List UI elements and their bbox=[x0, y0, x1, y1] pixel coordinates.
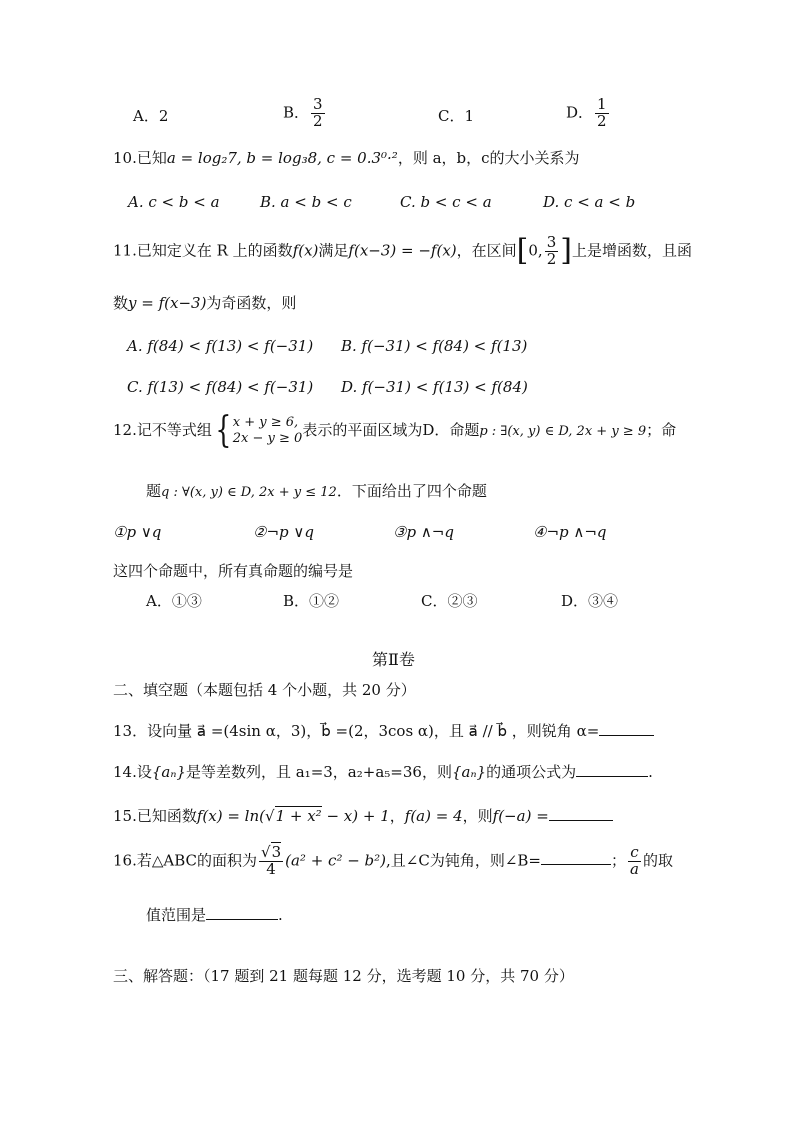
q11-fx: f(x) bbox=[292, 241, 319, 260]
q15-text-1: 15.已知函数 bbox=[113, 807, 197, 825]
q11-interval-fraction: $\frac{3}{2}$ bbox=[546, 233, 557, 268]
q11-text-5: 数 bbox=[113, 294, 129, 312]
q11-interval-start: 0, bbox=[528, 241, 543, 260]
q10-suffix: ，则 a，b，c的大小关系为 bbox=[397, 149, 580, 167]
q9-option-b bbox=[283, 97, 327, 130]
fill-in-section-heading: 二、填空题（本题包括 4 个小题，共 20 分） bbox=[113, 681, 416, 699]
q16-answer-blank-1[interactable] bbox=[541, 850, 611, 865]
q16-area-fraction: $\frac{√3}{4}$ bbox=[261, 843, 282, 878]
q12-prefix: 12.记不等式组 bbox=[113, 421, 212, 439]
q12-stem-line2 bbox=[146, 482, 487, 501]
q14-text-2: 是等差数列，且 a₁=3，a₂+a₅=36，则 bbox=[185, 763, 452, 781]
q16-answer-blank-2[interactable] bbox=[206, 905, 278, 920]
q11-text-4: 上是增函数，且函 bbox=[571, 241, 692, 260]
q14-text-1: 14.设 bbox=[113, 763, 152, 781]
q12-prop-3: ③p ∧¬q bbox=[393, 523, 454, 541]
q12-option-a: A．①③ bbox=[146, 592, 202, 610]
q15-sqrt-sign: √ bbox=[265, 807, 275, 825]
q12-prop-2: ②¬p ∨q bbox=[253, 523, 314, 541]
q12-line2-a: 题 bbox=[146, 482, 162, 500]
q13-answer-blank[interactable] bbox=[599, 721, 654, 736]
q12-brace: { bbox=[215, 410, 232, 451]
q12-stem-line1 bbox=[113, 410, 677, 451]
q13-stem bbox=[113, 721, 654, 740]
q11-option-a: A. f(84) < f(13) < f(−31) bbox=[127, 337, 314, 355]
q16-text-1: 16.若△ABC的面积为 bbox=[113, 851, 258, 870]
q12-option-b: B．①② bbox=[283, 592, 340, 610]
q9-option-d-label: D． bbox=[566, 103, 594, 122]
q16-sqrt-sign: √ bbox=[261, 843, 271, 861]
q12-option-d: D．③④ bbox=[561, 592, 619, 610]
part2-title: 第Ⅱ卷 bbox=[372, 650, 415, 669]
q11-text-6: 为奇函数，则 bbox=[206, 294, 297, 312]
q10-expression: a = log₂7, b = log₃8, c = 0.3⁰·² bbox=[166, 149, 398, 167]
q14-sequence-2: {aₙ} bbox=[451, 763, 487, 781]
q9-option-c: C．1 bbox=[438, 107, 475, 125]
q12-proposition-q: q : ∀(x, y) ∈ D, 2x + y ≤ 12 bbox=[161, 485, 337, 500]
q11-text-3: ，在区间 bbox=[456, 241, 517, 260]
q14-sequence-1: {aₙ} bbox=[151, 763, 186, 781]
q10-stem bbox=[113, 149, 580, 167]
q16-expression: (a² + c² − b²) bbox=[285, 851, 387, 870]
q15-function-tail: − x) + 1 bbox=[321, 807, 390, 825]
q16-text-2: ,且∠C为钝角，则∠B= bbox=[386, 851, 542, 870]
q11-interval-left-bracket: [ bbox=[516, 233, 529, 269]
q11-odd-function: y = f(x−3) bbox=[128, 294, 207, 312]
q9-option-d-fraction: $\frac{1}{2}$ bbox=[597, 95, 607, 130]
q16-semicolon: ； bbox=[611, 851, 627, 870]
q12-inequality-2: 2x − y ≥ 0 bbox=[232, 431, 303, 446]
q15-stem bbox=[113, 806, 613, 825]
q15-text-2: ， bbox=[389, 807, 405, 825]
q10-option-c: C. b < c < a bbox=[400, 193, 492, 211]
q15-text-3: ，则 bbox=[462, 807, 493, 825]
q9-option-b-label: B． bbox=[283, 103, 310, 122]
q12-proposition-p: p : ∃(x, y) ∈ D, 2x + y ≥ 9 bbox=[479, 424, 647, 439]
q11-option-c: C. f(13) < f(84) < f(−31) bbox=[127, 378, 314, 396]
q11-text-2: 满足 bbox=[318, 241, 349, 260]
q15-condition: f(a) = 4 bbox=[404, 807, 463, 825]
q12-mid: 表示的平面区域为D．命题 bbox=[302, 421, 480, 439]
solution-section-heading: 三、解答题：（17 题到 21 题每题 12 分，选考题 10 分，共 70 分） bbox=[113, 967, 574, 985]
q11-option-b: B. f(−31) < f(84) < f(13) bbox=[341, 337, 528, 355]
q14-answer-blank[interactable] bbox=[576, 762, 648, 777]
q12-prop-1: ①p ∨q bbox=[113, 523, 162, 541]
q15-answer-blank[interactable] bbox=[549, 806, 613, 821]
q11-stem-line1 bbox=[113, 235, 692, 268]
q15-function: f(x) = ln( bbox=[196, 807, 265, 825]
q10-option-b: B. a < b < c bbox=[260, 193, 352, 211]
q12-prop-4: ④¬p ∧¬q bbox=[533, 523, 607, 541]
q16-stem-line1 bbox=[113, 845, 673, 878]
q11-interval-right-bracket: ] bbox=[560, 233, 572, 269]
q9-option-d bbox=[566, 97, 611, 130]
q12-stem-line4: 这四个命题中，所有真命题的编号是 bbox=[113, 562, 354, 580]
q9-option-a: A．2 bbox=[133, 107, 169, 125]
q11-stem-line2 bbox=[113, 294, 296, 312]
q16-ratio-fraction: $\frac{c}{a}$ bbox=[630, 843, 639, 878]
q14-end: . bbox=[648, 763, 653, 781]
q16-stem-line2 bbox=[146, 905, 283, 924]
q12-inequality-system bbox=[233, 415, 303, 448]
q12-after-p: ；命 bbox=[646, 421, 677, 439]
q10-option-d: D. c < a < b bbox=[543, 193, 636, 211]
q12-option-c: C．②③ bbox=[421, 592, 478, 610]
q16-end: . bbox=[278, 906, 283, 924]
q10-option-a: A. c < b < a bbox=[128, 193, 220, 211]
q12-inequality-1: x + y ≥ 6, bbox=[232, 414, 299, 430]
q15-sqrt-body: 1 + x² bbox=[275, 807, 322, 825]
q9-option-b-fraction: $\frac{3}{2}$ bbox=[313, 95, 323, 130]
q11-option-d: D. f(−31) < f(13) < f(84) bbox=[341, 378, 528, 396]
q16-text-3: 的取 bbox=[642, 851, 673, 870]
q14-stem bbox=[113, 762, 653, 781]
q11-equation: f(x−3) = −f(x) bbox=[348, 241, 457, 260]
q13-text: 13．设向量 a⃗ =(4sin α，3)，b⃗ =(2，3cos α)，且 a⃗ // b⃗ ，则锐角 α= bbox=[113, 722, 600, 740]
q11-text-1: 11.已知定义在 R 上的函数 bbox=[113, 241, 293, 260]
q15-ask: f(−a) = bbox=[492, 807, 549, 825]
q10-prefix: 10.已知 bbox=[113, 149, 167, 167]
q16-text-4: 值范围是 bbox=[146, 906, 207, 924]
q16-sqrt-3: 3 bbox=[271, 843, 282, 861]
q12-line2-b: ．下面给出了四个命题 bbox=[336, 482, 487, 500]
q14-text-3: 的通项公式为 bbox=[486, 763, 577, 781]
